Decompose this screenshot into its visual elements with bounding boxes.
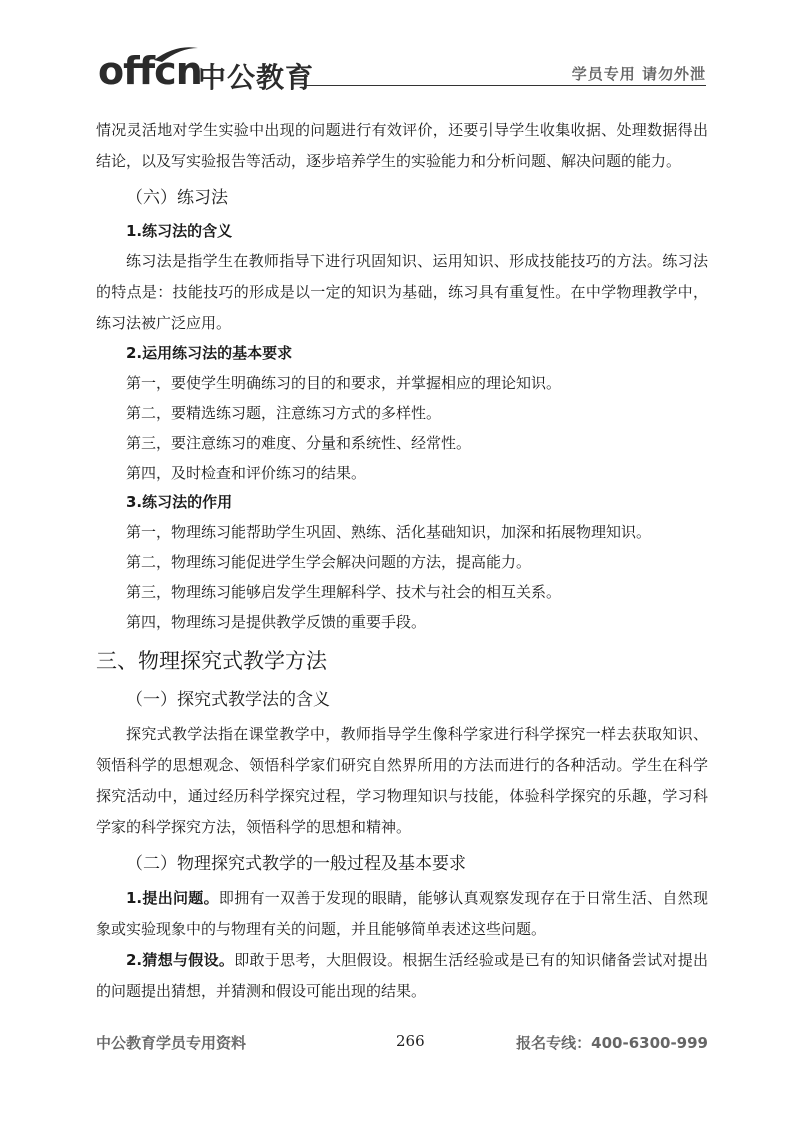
section-heading-inquiry-meaning: （一）探究式教学法的含义 [126,690,330,710]
process-item-hypothesis [96,945,708,1007]
chapter-heading-inquiry: 三、物理探究式教学方法 [96,649,327,673]
subheading-meaning: 1.练习法的含义 [126,222,233,240]
paragraph-inquiry: 探究式教学法指在课堂教学中，教师指导学生像科学家进行科学探究一样去获取知识、领悟科学的思想观念、领悟科学家们研究自然界所用的方法而进行的各种活动。学生在科学探究活动中，通过经历科学探究过程，学习物理知识与技能，体验科学探究的乐趣，学习科学家的科学探究方法，领悟科学的思想和精神。 [96,725,708,836]
page-content [96,115,708,1007]
subheading-requirements: 2.运用练习法的基本要求 [126,344,293,362]
paragraph-meaning: 练习法是指学生在教师指导下进行巩固知识、运用知识、形成技能技巧的方法。练习法的特点是：技能技巧的形成是以一定的知识为基础，练习具有重复性。在中学物理教学中，练习法被广泛应用。 [96,252,708,332]
page-number: 266 [396,1032,425,1050]
process-item-text: 即敢于思考，大胆假设。根据生活经验或是已有的知识储备尝试对提出的问题提出猜想，并猜测和假设可能出现的结果。 [96,951,708,1000]
process-item-lead: 2.猜想与假设。 [126,951,235,969]
brand-name-cn: 中公教育 [198,61,315,94]
process-item-question [96,883,708,945]
page-footer [96,1028,708,1058]
subheading-effects: 3.练习法的作用 [126,493,233,511]
process-item-text: 即拥有一双善于发现的眼睛，能够认真观察发现存在于日常生活、自然现象或实验现象中的与物理有关的问题，并且能够简单表述这些问题。 [96,889,708,938]
requirement-item: 第四，及时检查和评价练习的结果。 [126,464,367,482]
intro-paragraph: 情况灵活地对学生实验中出现的问题进行有效评价，还要引导学生收集收据、处理数据得出结论，以及写实验报告等活动，逐步培养学生的实验能力和分析问题、解决问题的能力。 [96,121,708,170]
effect-item: 第四，物理练习是提供教学反馈的重要手段。 [126,613,427,631]
logo-wordmark: offcn [98,49,202,92]
requirement-item: 第二，要精选练习题，注意练习方式的多样性。 [126,404,442,422]
requirement-item: 第三，要注意练习的难度、分量和系统性、经常性。 [126,434,472,452]
footer-label: 中公教育学员专用资料 [96,1034,247,1052]
confidential-tagline: 学员专用 请勿外泄 [571,65,706,83]
section-heading-process: （二）物理探究式教学的一般过程及基本要求 [126,854,466,874]
section-heading-practice: （六）练习法 [126,188,228,208]
requirement-item: 第一，要使学生明确练习的目的和要求，并掌握相应的理论知识。 [126,374,562,392]
effect-item: 第三，物理练习能够启发学生理解科学、技术与社会的相互关系。 [126,583,562,601]
effect-item: 第二，物理练习能促进学生学会解决问题的方法，提高能力。 [126,553,532,571]
footer-hotline: 报名专线：400-6300-999 [516,1034,708,1052]
effect-item: 第一，物理练习能帮助学生巩固、熟练、活化基础知识，加深和拓展物理知识。 [126,523,652,541]
page-header [96,36,706,94]
process-item-lead: 1.提出问题。 [126,889,219,907]
header-divider [306,85,706,86]
